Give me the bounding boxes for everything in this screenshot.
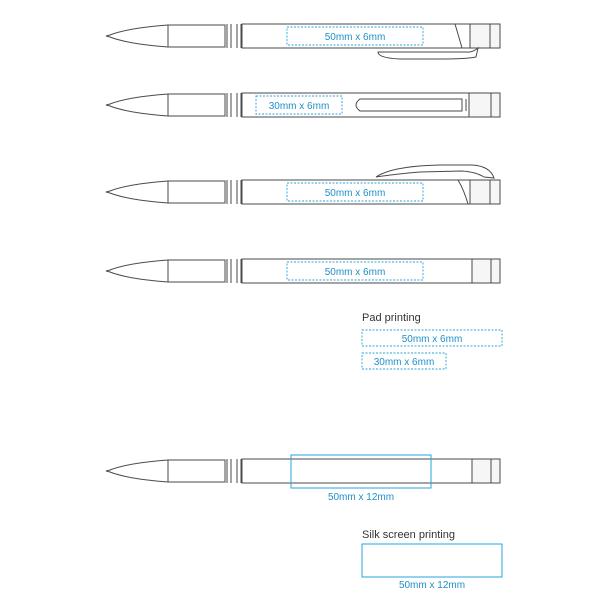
pen-5-imprint-label: 50mm x 12mm [327, 492, 395, 503]
pen-1-rings [227, 24, 241, 48]
pen-1-clip [378, 48, 478, 59]
pen-3-end-cap [470, 180, 500, 204]
pen-2-imprint-label: 30mm x 6mm [268, 101, 330, 112]
pen-2-tip [106, 94, 168, 116]
silk-screen-heading: Silk screen printing [362, 529, 455, 541]
pen-3 [106, 165, 500, 204]
pen-2-end-cap [469, 93, 500, 117]
pad-legend-label-30: 30mm x 6mm [373, 357, 435, 368]
pen-2-rings [227, 93, 241, 117]
pen-2-grip [168, 94, 225, 116]
pen-5-tip [106, 460, 168, 482]
pen-1-tip [106, 25, 168, 47]
pen-1-grip [168, 25, 225, 47]
pen-4-imprint-label: 50mm x 6mm [324, 267, 386, 278]
pen-4-end-cap [472, 259, 500, 283]
silk-legend-label: 50mm x 12mm [398, 580, 466, 591]
pen-2-clip [356, 99, 462, 111]
pen-4-grip [168, 260, 225, 282]
silk-legend-box [362, 544, 502, 577]
pen-3-tip [106, 181, 168, 203]
pen-5-barrel [242, 459, 472, 483]
pen-4-tip [106, 260, 168, 282]
pen-1-end-cap [470, 24, 500, 48]
pen-5 [106, 459, 500, 483]
pen-4-rings [227, 259, 241, 283]
pen-5-grip [168, 460, 225, 482]
pad-legend-label-50: 50mm x 6mm [401, 334, 463, 345]
pen-5-end-cap [472, 459, 500, 483]
pen-1-imprint-label: 50mm x 6mm [324, 32, 386, 43]
pen-5-rings [227, 459, 241, 483]
pen-4 [106, 259, 500, 283]
pen-3-rings [227, 180, 241, 204]
pen-3-imprint-label: 50mm x 6mm [324, 188, 386, 199]
pen-3-grip [168, 181, 225, 203]
pad-printing-heading: Pad printing [362, 312, 421, 324]
pen-1 [106, 24, 500, 59]
pen-3-clip [376, 165, 494, 178]
